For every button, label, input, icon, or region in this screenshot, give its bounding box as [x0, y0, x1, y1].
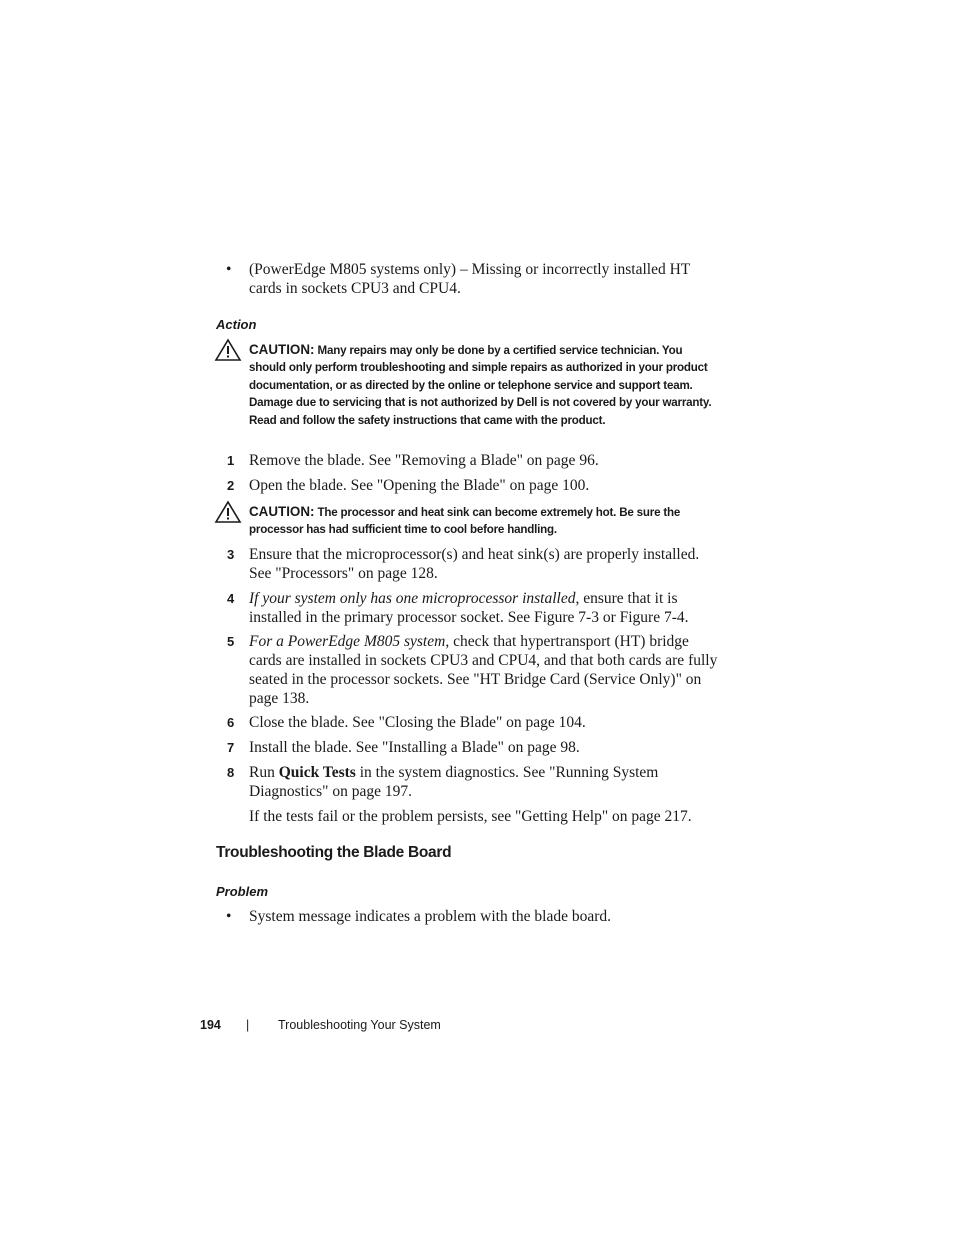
step-number: 4 — [227, 591, 235, 606]
caution-icon — [214, 500, 242, 524]
step-pre: Run — [249, 764, 279, 781]
step-number: 5 — [227, 634, 235, 649]
step-text: Remove the blade. See "Removing a Blade" on page 96. — [249, 452, 599, 469]
section-title: Troubleshooting the Blade Board — [216, 844, 452, 861]
step-text: Close the blade. See "Closing the Blade" on page 104. — [249, 714, 586, 731]
chapter-title: Troubleshooting Your System — [278, 1018, 441, 1032]
step-number: 2 — [227, 478, 235, 493]
step-italic: For a PowerEdge M805 system — [249, 633, 446, 650]
step-number: 8 — [227, 765, 235, 780]
caution-note — [249, 503, 719, 539]
step-body: in the system diagnostics. See "Running System Diagnostics" on page 197. — [249, 764, 659, 800]
bullet-marker: • — [226, 261, 232, 278]
footer-separator: | — [246, 1018, 250, 1032]
step-text: Install the blade. See "Installing a Blade" on page 98. — [249, 739, 580, 756]
step-text: Ensure that the microprocessor(s) and heat sink(s) are properly installed. See "Processors" on page 128. — [249, 546, 700, 582]
step-body: , check that hypertransport (HT) bridge cards are installed in sockets CPU3 and CPU4, and that both cards are fully seated in the processor sockets. See "HT Bridge Card (Service Only)" on page 138. — [249, 633, 718, 707]
action-heading: Action — [216, 317, 257, 332]
step-text — [249, 589, 719, 627]
step-text — [249, 632, 719, 708]
step-body: , ensure that it is installed in the primary processor socket. See Figure 7-3 or Figure 7-4. — [249, 590, 689, 626]
step-text — [249, 763, 719, 801]
caution-label: CAUTION: — [249, 342, 315, 357]
bullet-marker: • — [226, 908, 232, 925]
list-item: (PowerEdge M805 systems only) – Missing or incorrectly installed HT cards in sockets CPU3 and CPU4. — [249, 261, 690, 297]
caution-label: CAUTION: — [249, 504, 315, 519]
problem-heading: Problem — [216, 884, 269, 899]
list-item: System message indicates a problem with the blade board. — [249, 908, 612, 925]
page-number: 194 — [200, 1018, 221, 1032]
step-italic: If your system only has one microprocessor installed — [249, 590, 576, 607]
caution-text: Many repairs may only be done by a certified service technician. You should only perform troubleshooting and simple repairs as authorized in your product documentation, or as directed by the online or telephone service and support team. Damage due to servicing that is not authorized by Dell is not covered by your warranty. Read and follow the safety instructions that came with the product. — [249, 344, 712, 427]
step-number: 3 — [227, 547, 235, 562]
quick-tests-label: Quick Tests — [278, 764, 356, 781]
step-number: 6 — [227, 715, 235, 730]
step-number: 7 — [227, 740, 235, 755]
step-text: Open the blade. See "Opening the Blade" on page 100. — [249, 477, 590, 494]
caution-icon — [214, 338, 242, 362]
caution-text: The processor and heat sink can become extremely hot. Be sure the processor has had sufficient time to cool before handling. — [249, 506, 681, 537]
step-number: 1 — [227, 453, 235, 468]
caution-note — [249, 341, 719, 429]
followup-text: If the tests fail or the problem persists, see "Getting Help" on page 217. — [249, 808, 692, 825]
